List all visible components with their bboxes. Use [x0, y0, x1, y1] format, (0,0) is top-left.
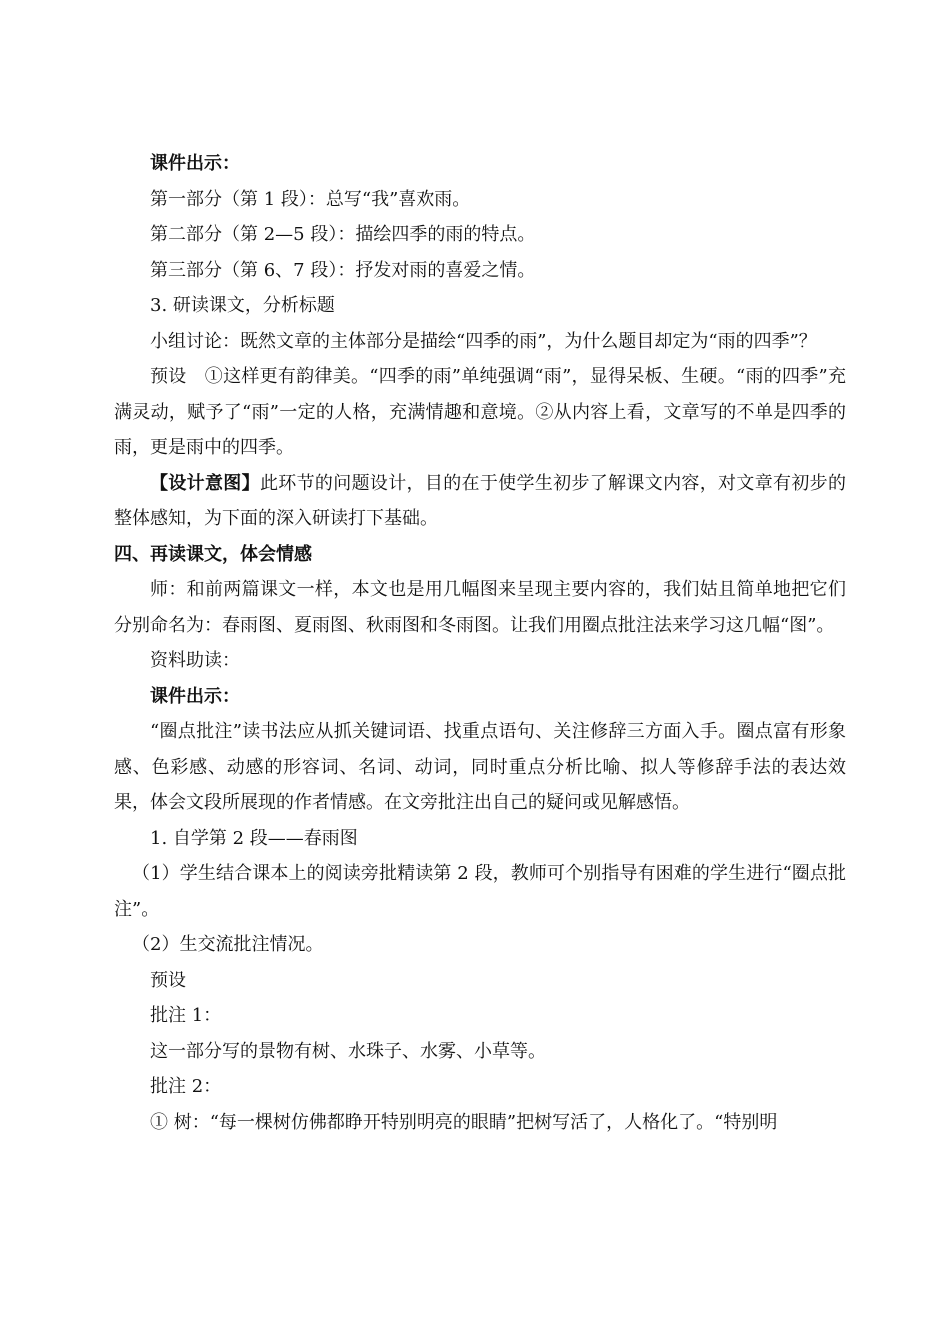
- design-intent-text: 此环节的问题设计，目的在于使学生初步了解课文内容，对文章有初步的整体感知，为下面的深入研读打下基础。: [114, 472, 847, 529]
- design-intent-paragraph: [114, 466, 846, 537]
- annotation-two-text: ① 树：“每一棵树仿佛都睁开特别明亮的眼睛”把树写活了，人格化了。“特别明: [150, 1111, 778, 1133]
- preset-answer-paragraph: 预设 ①这样更有韵律美。“四季的雨”单纯强调“雨”，显得呆板、生硬。“雨的四季”充满灵动，赋予了“雨”一定的人格，充满情趣和意境。②从内容上看，文章写的不单是四季的雨，更是雨中的四季。: [114, 366, 846, 458]
- courseware-label: 课件出示：: [150, 153, 240, 174]
- annotation-one-text: 这一部分写的景物有树、水珠子、水雾、小草等。: [150, 1040, 546, 1062]
- annotation-method-paragraph: “圈点批注”读书法应从抓关键词语、找重点语句、关注修辞三方面入手。圈点富有形象感、色彩感、动感的形容词、名词、动词，同时重点分析比喻、拟人等修辞手法的表达效果，体会文段所展现的作者情感。在文旁批注出自己的疑问或见解感悟。: [114, 721, 846, 813]
- step-two-paragraph: （2）生交流批注情况。: [132, 934, 324, 955]
- teacher-paragraph: 师：和前两篇课文一样，本文也是用几幅图来呈现主要内容的，我们姑且简单地把它们分别命名为：春雨图、夏雨图、秋雨图和冬雨图。让我们用圈点批注法来学习这几幅“图”。: [114, 579, 846, 636]
- reading-aid-label: 资料助读：: [150, 650, 240, 671]
- part-one-line: 第一部分（第 1 段）：总写“我”喜欢雨。: [150, 188, 471, 210]
- annotation-two-label: 批注 2：: [150, 1076, 222, 1097]
- step-one-paragraph: （1）学生结合课本上的阅读旁批精读第 2 段，教师可个别指导有困难的学生进行“圈点批注”。: [114, 863, 846, 920]
- part-three-line: 第三部分（第 6、7 段）：抒发对雨的喜爱之情。: [150, 259, 536, 281]
- section-four-heading: 四、再读课文，体会情感: [114, 543, 312, 565]
- part-two-line: 第二部分（第 2—5 段）：描绘四季的雨的特点。: [150, 224, 536, 245]
- annotation-one-label: 批注 1：: [150, 1005, 222, 1026]
- group-discussion-paragraph: 小组讨论：既然文章的主体部分是描绘“四季的雨”，为什么题目却定为“雨的四季”？: [150, 330, 817, 352]
- self-study-title: 1. 自学第 2 段——春雨图: [150, 827, 358, 849]
- courseware-label-2: 课件出示：: [150, 685, 240, 707]
- design-intent-label: 【设计意图】: [150, 472, 260, 494]
- preset-label: 预设: [150, 969, 186, 991]
- section-3-title: 3. 研读课文，分析标题: [150, 295, 335, 316]
- document-body: [114, 146, 846, 1140]
